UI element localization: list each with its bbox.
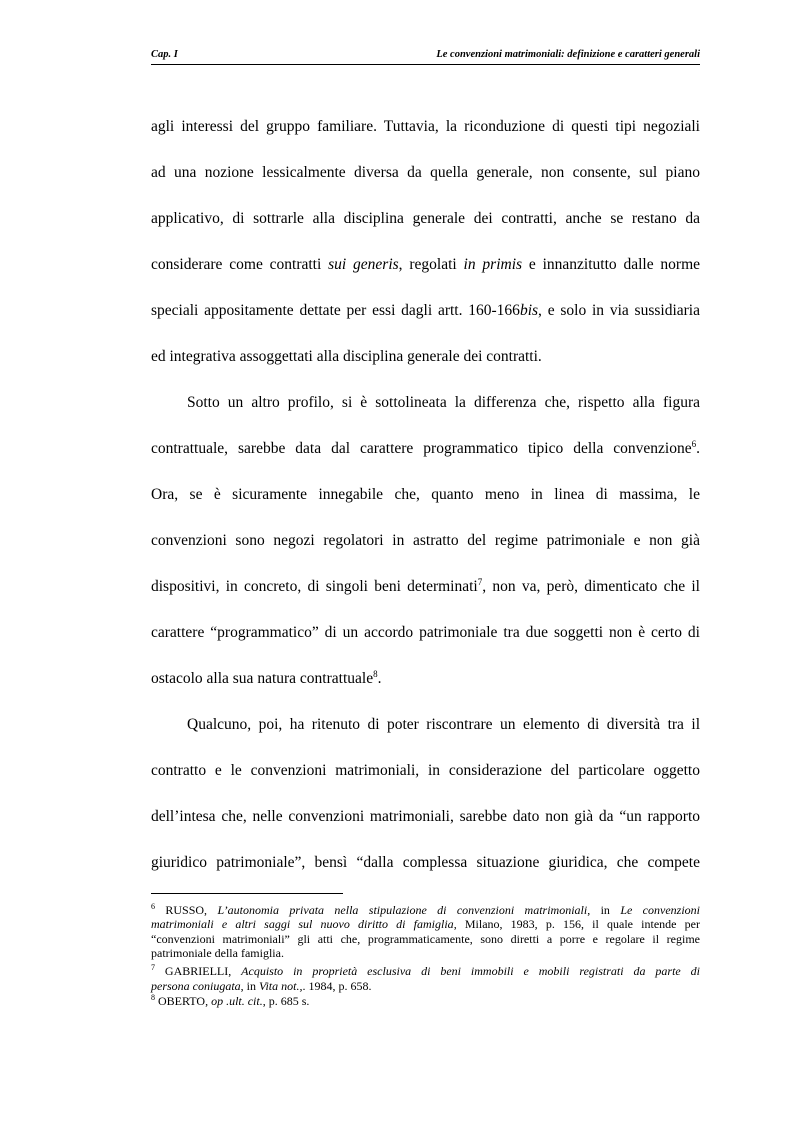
footnote-number: 8 bbox=[151, 993, 155, 1002]
italic-term: in primis bbox=[463, 256, 523, 273]
text-line: Sotto un altro profilo, si è sottolineata la differenza che, rispetto alla figura bbox=[187, 394, 700, 411]
footnote-ref: 8 bbox=[373, 669, 378, 679]
text-line: speciali appositamente dettate per essi dagli artt. 160-166bis, e solo in via sussidiaria bbox=[151, 302, 700, 319]
text-line: considerare come contratti sui generis, regolati in primis e innanzitutto dalle norme bbox=[151, 256, 701, 273]
footnote-number: 7 bbox=[151, 963, 155, 972]
italic-term: bis bbox=[519, 302, 539, 319]
footnote-line: persona coniugata, in Vita not.,. 1984, p. 658. bbox=[151, 979, 372, 993]
footnote-line: “convenzioni matrimoniali” gli atti che, programmaticamente, sono diretti a porre e regolare il regime bbox=[151, 932, 700, 946]
footnote-rule bbox=[151, 893, 343, 894]
running-header bbox=[151, 49, 700, 65]
italic-term: sui generis bbox=[328, 256, 399, 273]
text-line: convenzioni sono negozi regolatori in astratto del regime patrimoniale e non già bbox=[151, 532, 700, 549]
text-line: contrattuale, sarebbe data dal carattere programmatico tipico della convenzione$^6$. bbox=[151, 439, 700, 457]
text-line: carattere “programmatico” di un accordo patrimoniale tra due soggetti non è certo di bbox=[151, 624, 700, 641]
text-line: Ora, se è sicuramente innegabile che, quanto meno in linea di massima, le bbox=[151, 486, 700, 503]
text-line: giuridico patrimoniale”, bensì “dalla complessa situazione giuridica, che compete bbox=[151, 854, 700, 871]
text-line: dispositivi, in concreto, di singoli beni determinati$^7$, non va, però, dimenticato che il bbox=[151, 577, 700, 595]
footnote-ref: 7 bbox=[477, 577, 483, 587]
text-line: agli interessi del gruppo familiare. Tuttavia, la riconduzione di questi tipi negoziali bbox=[151, 118, 700, 135]
footnote-line: patrimoniale della famiglia. bbox=[151, 946, 284, 960]
footnote-ref: 6 bbox=[691, 439, 697, 449]
chapter-label: Cap. I bbox=[151, 49, 178, 60]
text-line: contratto e le convenzioni matrimoniali, in considerazione del particolare oggetto bbox=[151, 762, 700, 779]
footnote-line: $^8$ OBERTO, op .ult. cit., p. 685 s. bbox=[151, 993, 310, 1008]
footnote-line: matrimoniali e altri saggi sul nuovo diritto di famiglia, Milano, 1983, p. 156, il quale intende per bbox=[151, 917, 700, 931]
text-line: ostacolo alla sua natura contrattuale$^8$. bbox=[151, 669, 382, 687]
text-line: applicativo, di sottrarle alla disciplina generale dei contratti, anche se restano da bbox=[151, 210, 700, 227]
text-line: ed integrativa assoggettati alla disciplina generale dei contratti. bbox=[151, 348, 542, 365]
text-line: ad una nozione lessicalmente diversa da quella generale, non consente, sul piano bbox=[151, 164, 700, 181]
footnote-line: $^6$ RUSSO, L’autonomia privata nella stipulazione di convenzioni matrimoniali, in Le convenzioni bbox=[151, 902, 701, 917]
text-line: dell’intesa che, nelle convenzioni matrimoniali, sarebbe dato non già da “un rapporto bbox=[151, 808, 700, 825]
footnote-line: $^7$ GABRIELLI, Acquisto in proprietà esclusiva di beni immobili e mobili registrati da parte di bbox=[151, 963, 700, 978]
footnote-number: 6 bbox=[151, 902, 155, 911]
header-rule bbox=[151, 64, 700, 65]
chapter-title: Le convenzioni matrimoniali: definizione e caratteri generali bbox=[436, 49, 700, 60]
text-line: Qualcuno, poi, ha ritenuto di poter riscontrare un elemento di diversità tra il bbox=[187, 716, 700, 733]
